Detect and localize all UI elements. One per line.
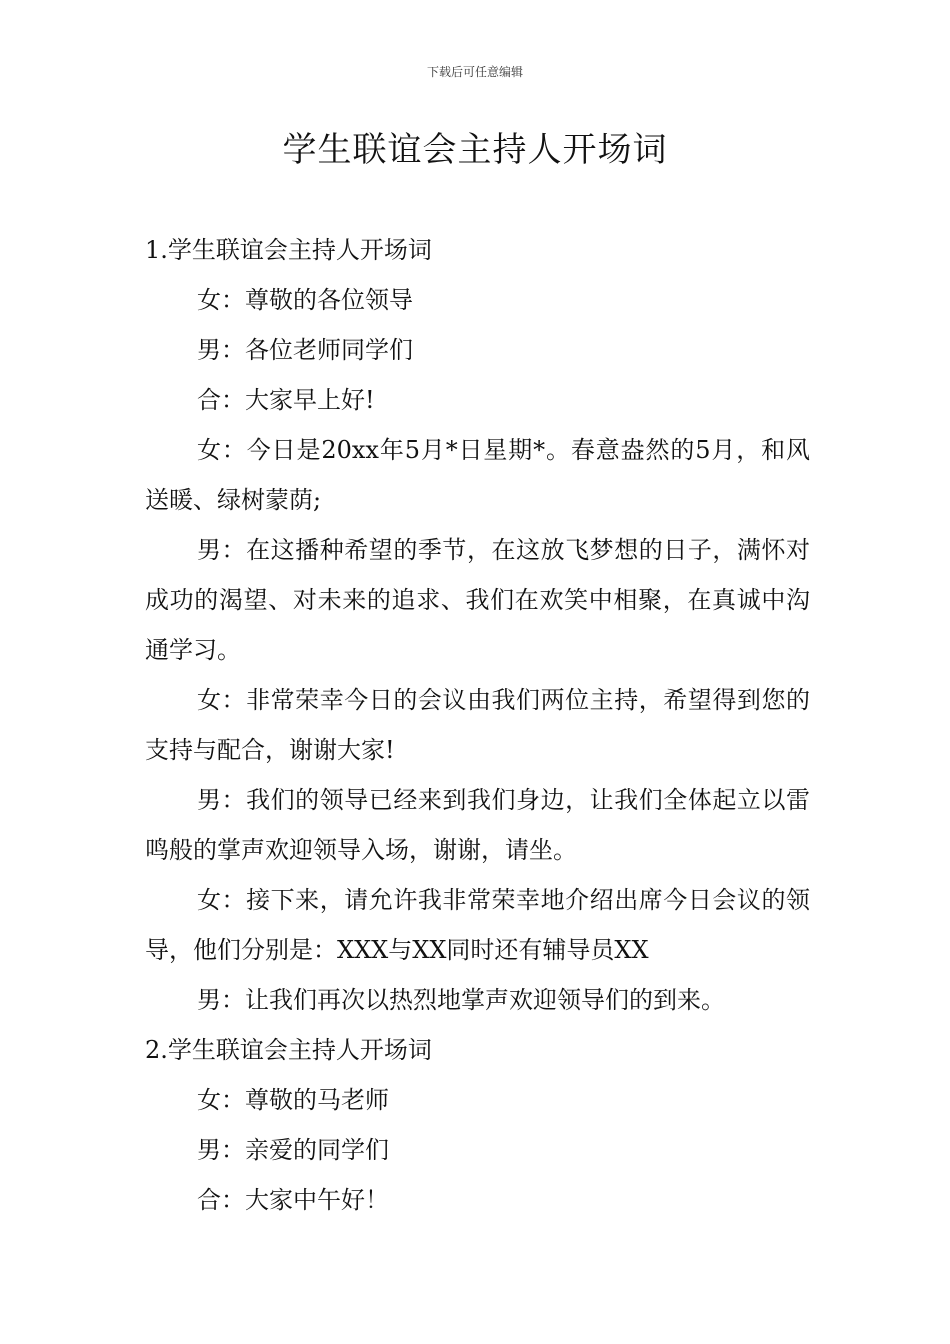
document-title: 学生联谊会主持人开场词 (282, 130, 668, 170)
paragraph: 男：各位老师同学们 (197, 336, 413, 364)
paragraph: 女：尊敬的马老师 (197, 1086, 389, 1114)
header-note: 下载后可任意编辑 (426, 65, 523, 79)
paragraph: 男：亲爱的同学们 (197, 1136, 389, 1164)
paragraph: 合：大家中午好！ (197, 1186, 389, 1214)
section-heading-1: 1.学生联谊会主持人开场词 (145, 236, 432, 264)
paragraph: 女：尊敬的各位领导 (197, 286, 413, 314)
paragraph: 女：接下来，请允许我非常荣幸地介绍出席今日会议的领导，他们分别是：XXX与XX同时还有辅导员XX (145, 886, 810, 964)
paragraph: 女：非常荣幸今日的会议由我们两位主持，希望得到您的支持与配合，谢谢大家! (145, 686, 810, 764)
paragraph: 女：今日是20xx年5月*日星期*。春意盎然的5月，和风送暖、绿树蒙荫; (145, 436, 810, 514)
document-body (145, 225, 810, 1225)
paragraph: 男：让我们再次以热烈地掌声欢迎领导们的到来。 (197, 986, 725, 1014)
paragraph: 男：我们的领导已经来到我们身边，让我们全体起立以雷鸣般的掌声欢迎领导入场，谢谢，请坐。 (145, 786, 810, 864)
section-heading-2: 2.学生联谊会主持人开场词 (145, 1036, 432, 1064)
paragraph: 男：在这播种希望的季节，在这放飞梦想的日子，满怀对成功的渴望、对未来的追求、我们在欢笑中相聚，在真诚中沟通学习。 (145, 536, 810, 664)
paragraph: 合：大家早上好! (197, 386, 375, 414)
